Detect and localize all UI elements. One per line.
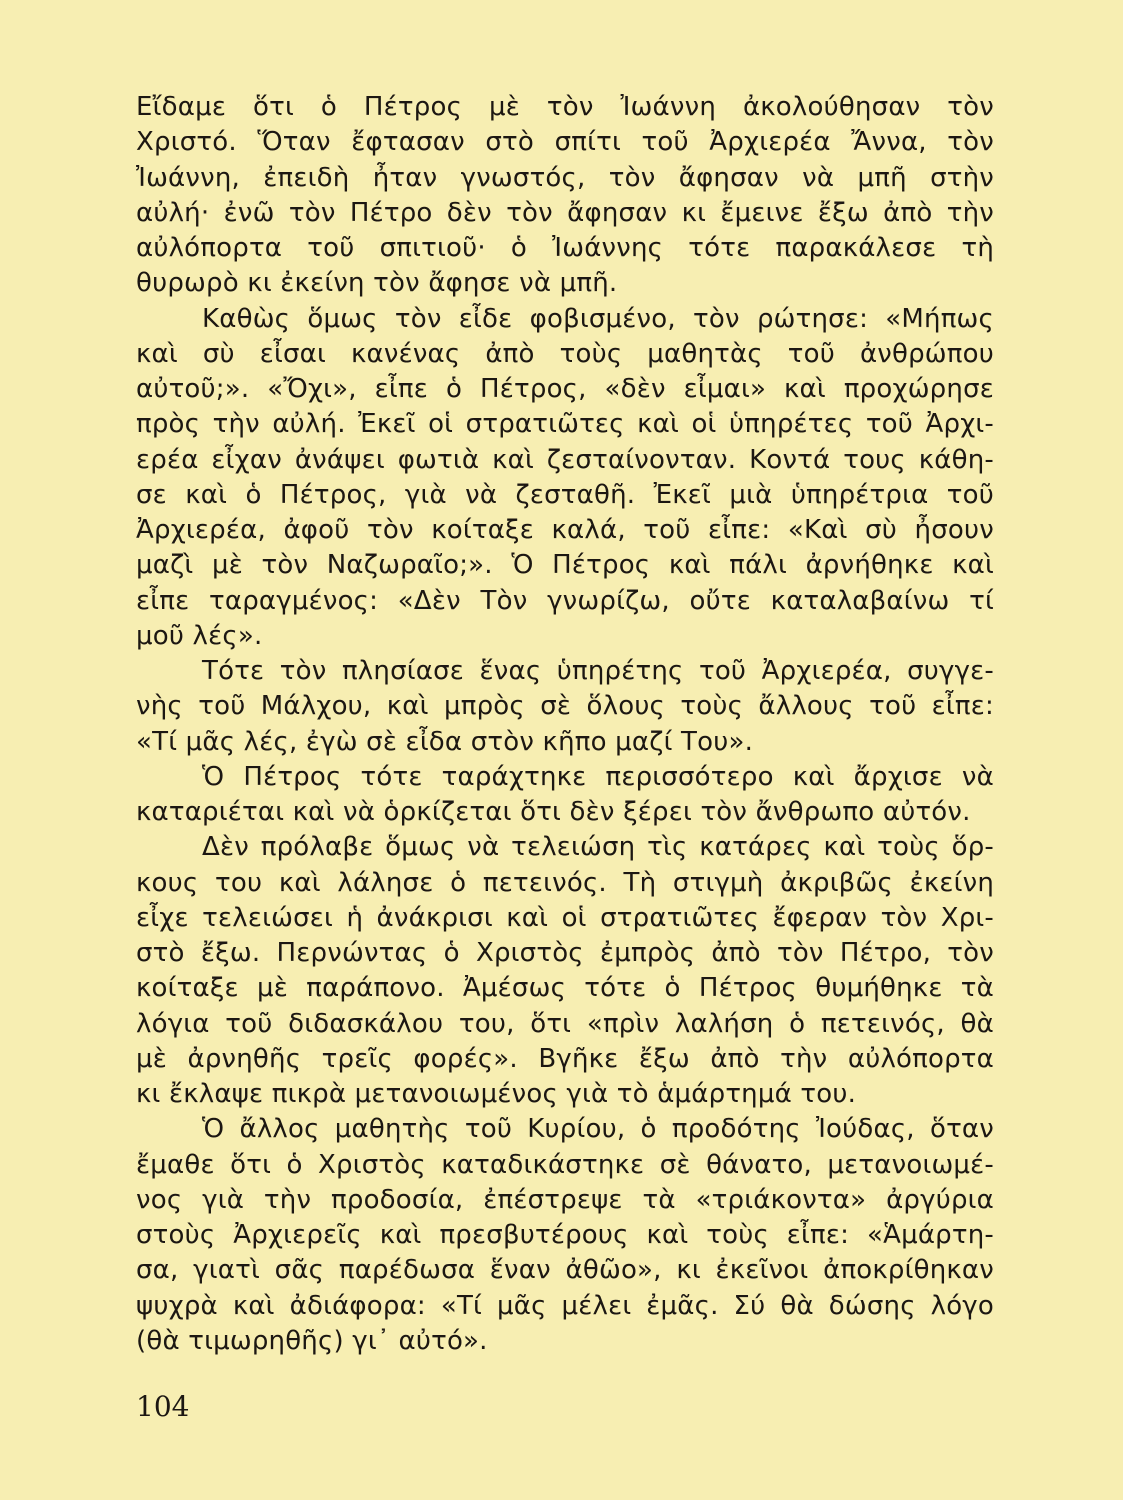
text-line: Χριστό. Ὅταν ἔφτασαν στὸ σπίτι τοῦ Ἀρχιερέα Ἄννα, τὸν <box>136 127 994 158</box>
text-line: Δὲν πρόλαβε ὅμως νὰ τελειώση τὶς κατάρες καὶ τοὺς ὅρ- <box>202 832 994 863</box>
text-line: ερέα εἶχαν ἀνάψει φωτιὰ καὶ ζεσταίνονταν. Κοντά τους κάθη- <box>136 444 994 475</box>
text-line: κι ἔκλαψε πικρὰ μετανοιωμένος γιὰ τὸ ἁμάρτημά του. <box>136 1079 857 1109</box>
body-text <box>136 90 994 1359</box>
text-line: αὐλή· ἐνῶ τὸν Πέτρο δὲν τὸν ἄφησαν κι ἔμεινε ἔξω ἀπὸ τὴν <box>136 197 994 228</box>
text-line: Εἴδαμε ὅτι ὁ Πέτρος μὲ τὸν Ἰωάννη ἀκολούθησαν τὸν <box>136 92 994 122</box>
text-line: μοῦ λές». <box>136 620 263 651</box>
text-line: Καθὼς ὅμως τὸν εἶδε φοβισμένο, τὸν ρώτησε: «Μήπως <box>202 303 994 334</box>
text-line: κους του καὶ λάλησε ὁ πετεινός. Τὴ στιγμὴ ἀκριβῶς ἐκείνη <box>136 867 994 898</box>
text-line: νὴς τοῦ Μάλχου, καὶ μπρὸς σὲ ὅλους τοὺς ἄλλους τοῦ εἶπε: <box>136 691 994 722</box>
text-line: Ἀρχιερέα, ἀφοῦ τὸν κοίταξε καλά, τοῦ εἶπε: «Καὶ σὺ ἦσουν <box>136 515 994 545</box>
page-number: 104 <box>136 1390 190 1423</box>
text-line: κοίταξε μὲ παράπονο. Ἀμέσως τότε ὁ Πέτρος θυμήθηκε τὰ <box>136 973 994 1004</box>
text-line: στὸ ἔξω. Περνώντας ὁ Χριστὸς ἐμπρὸς ἀπὸ τὸν Πέτρο, τὸν <box>136 938 994 968</box>
text-line: (θὰ τιμωρηθῆς) γι᾽ αὐτό». <box>136 1325 488 1356</box>
text-line: «Τί μᾶς λές, ἐγὼ σὲ εἶδα στὸν κῆπο μαζί Του». <box>136 726 754 757</box>
text-line: αὐτοῦ;». «Ὄχι», εἶπε ὁ Πέτρος, «δὲν εἶμαι» καὶ προχώρησε <box>136 374 994 404</box>
text-line: Ἰωάννη, ἐπειδὴ ἦταν γνωστός, τὸν ἄφησαν νὰ μπῆ στὴν <box>136 162 994 193</box>
text-line: σε καὶ ὁ Πέτρος, γιὰ νὰ ζεσταθῆ. Ἐκεῖ μιὰ ὑπηρέτρια τοῦ <box>136 479 994 510</box>
text-line: αὐλόπορτα τοῦ σπιτιοῦ· ὁ Ἰωάννης τότε παρακάλεσε τὴ <box>136 233 994 263</box>
text-line: ψυχρὰ καὶ ἀδιάφορα: «Τί μᾶς μέλει ἐμᾶς. Σύ θὰ δώσης λόγο <box>136 1290 994 1321</box>
text-line: εἶπε ταραγμένος: «Δὲν Τὸν γνωρίζω, οὔτε καταλαβαίνω τί <box>136 585 994 616</box>
text-line: νος γιὰ τὴν προδοσία, ἐπέστρεψε τὰ «τριάκοντα» ἀργύρια <box>136 1184 994 1215</box>
text-line: θυρωρὸ κι ἐκείνη τὸν ἄφησε νὰ μπῆ. <box>136 268 618 299</box>
text-line: καὶ σὺ εἶσαι κανένας ἀπὸ τοὺς μαθητὰς τοῦ ἀνθρώπου <box>136 338 994 369</box>
text-line: λόγια τοῦ διδασκάλου του, ὅτι «πρὶν λαλήση ὁ πετεινός, θὰ <box>136 1008 994 1039</box>
text-line: Ὁ ἄλλος μαθητὴς τοῦ Κυρίου, ὁ προδότης Ἰούδας, ὅταν <box>202 1114 994 1145</box>
text-line: ἔμαθε ὅτι ὁ Χριστὸς καταδικάστηκε σὲ θάνατο, μετανοιωμέ- <box>136 1149 994 1180</box>
text-line: καταριέται καὶ νὰ ὁρκίζεται ὅτι δὲν ξέρει τὸν ἄνθρωπο αὐτόν. <box>136 797 971 827</box>
text-line: πρὸς τὴν αὐλή. Ἐκεῖ οἱ στρατιῶτες καὶ οἱ ὑπηρέτες τοῦ Ἀρχι- <box>136 409 994 440</box>
text-line: Ὁ Πέτρος τότε ταράχτηκε περισσότερο καὶ ἄρχισε νὰ <box>202 761 994 792</box>
text-line: μαζὶ μὲ τὸν Ναζωραῖο;». Ὁ Πέτρος καὶ πάλι ἀρνήθηκε καὶ <box>136 550 994 581</box>
text-line: σα, γιατὶ σᾶς παρέδωσα ἕναν ἀθῶο», κι ἐκεῖνοι ἀποκρίθηκαν <box>136 1255 994 1286</box>
text-line: στοὺς Ἀρχιερεῖς καὶ πρεσβυτέρους καὶ τοὺς εἶπε: «Ἁμάρτη- <box>136 1220 994 1250</box>
text-line: Τότε τὸν πλησίασε ἕνας ὑπηρέτης τοῦ Ἀρχιερέα, συγγε- <box>202 656 994 686</box>
text-line: μὲ ἀρνηθῆς τρεῖς φορές». Βγῆκε ἔξω ἀπὸ τὴν αὐλόπορτα <box>136 1043 994 1074</box>
text-line: εἶχε τελειώσει ἡ ἀνάκρισι καὶ οἱ στρατιῶτες ἔφεραν τὸν Χρι- <box>136 902 994 933</box>
